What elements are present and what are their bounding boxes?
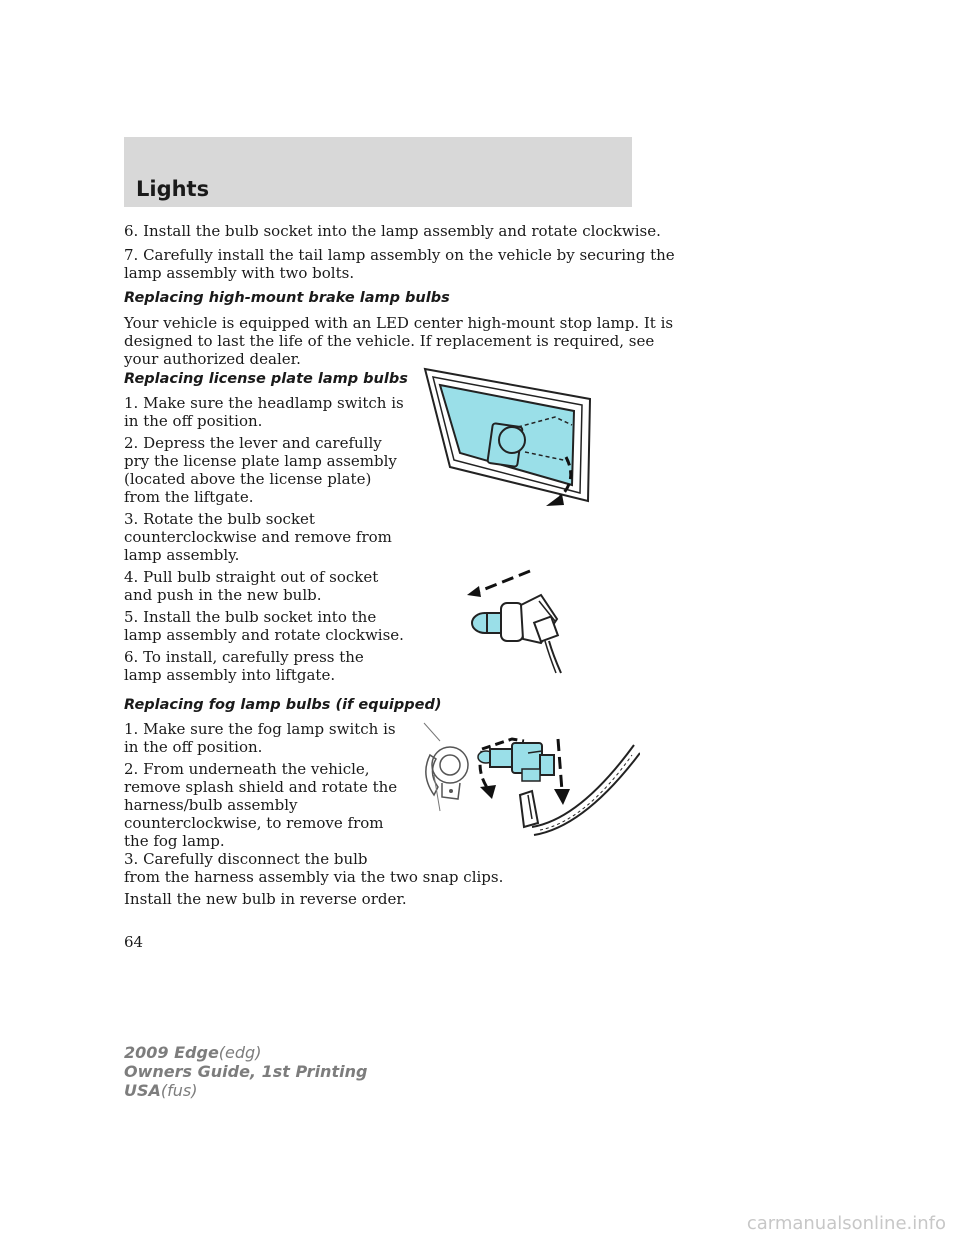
fog-step-2: 2. From underneath the vehicle, remove splash shield and rotate the harness/bulb assembly counterclockwise, to remove from the fog lamp. (124, 760, 398, 850)
license-step-1: 1. Make sure the headlamp switch is in the off position. (124, 394, 404, 430)
fog-step-1: 1. Make sure the fog lamp switch is in the off position. (124, 720, 396, 756)
heading-license-plate: Replacing license plate lamp bulbs (124, 371, 408, 387)
step-6-text: 6. Install the bulb socket into the lamp assembly and rotate clockwise. (124, 222, 661, 240)
page-number: 64 (124, 933, 144, 951)
license-step-4: 4. Pull bulb straight out of socket and push in the new bulb. (124, 568, 379, 604)
heading-high-mount-brake: Replacing high-mount brake lamp bulbs (124, 290, 450, 306)
high-mount-description: Your vehicle is equipped with an LED center high-mount stop lamp. It is designed to last the life of the vehicle. If replacement is required, see your authorized dealer. (124, 314, 674, 368)
license-plate-lamp-illustration (420, 365, 600, 515)
fog-lamp-illustration (420, 715, 640, 865)
license-step-2: 2. Depress the lever and carefully pry the license plate lamp assembly (located above the license plate) from the liftgate. (124, 434, 397, 506)
fog-step-4: Install the new bulb in reverse order. (124, 890, 407, 908)
footer-guide: Owners Guide, 1st Printing (124, 1062, 368, 1081)
document-footer (124, 1043, 367, 1100)
section-header (124, 137, 632, 207)
license-step-3: 3. Rotate the bulb socket counterclockwise and remove from lamp assembly. (124, 510, 392, 564)
footer-region: USA (124, 1081, 161, 1100)
footer-model-code: (edg) (218, 1043, 262, 1062)
step-7-text: 7. Carefully install the tail lamp assembly on the vehicle by securing the lamp assembly with two bolts. (124, 246, 675, 282)
license-step-5: 5. Install the bulb socket into the lamp assembly and rotate clockwise. (124, 608, 404, 644)
fog-step-3: 3. Carefully disconnect the bulb from the harness assembly via the two snap clips. (124, 850, 504, 886)
section-title: Lights (136, 177, 210, 201)
bulb-socket-illustration (465, 565, 575, 675)
heading-fog-lamp: Replacing fog lamp bulbs (if equipped) (124, 697, 442, 713)
license-step-6: 6. To install, carefully press the lamp assembly into liftgate. (124, 648, 364, 684)
footer-model: 2009 Edge (124, 1043, 219, 1062)
watermark: carmanualsonline.info (746, 1213, 946, 1234)
footer-region-code: (fus) (160, 1081, 198, 1100)
